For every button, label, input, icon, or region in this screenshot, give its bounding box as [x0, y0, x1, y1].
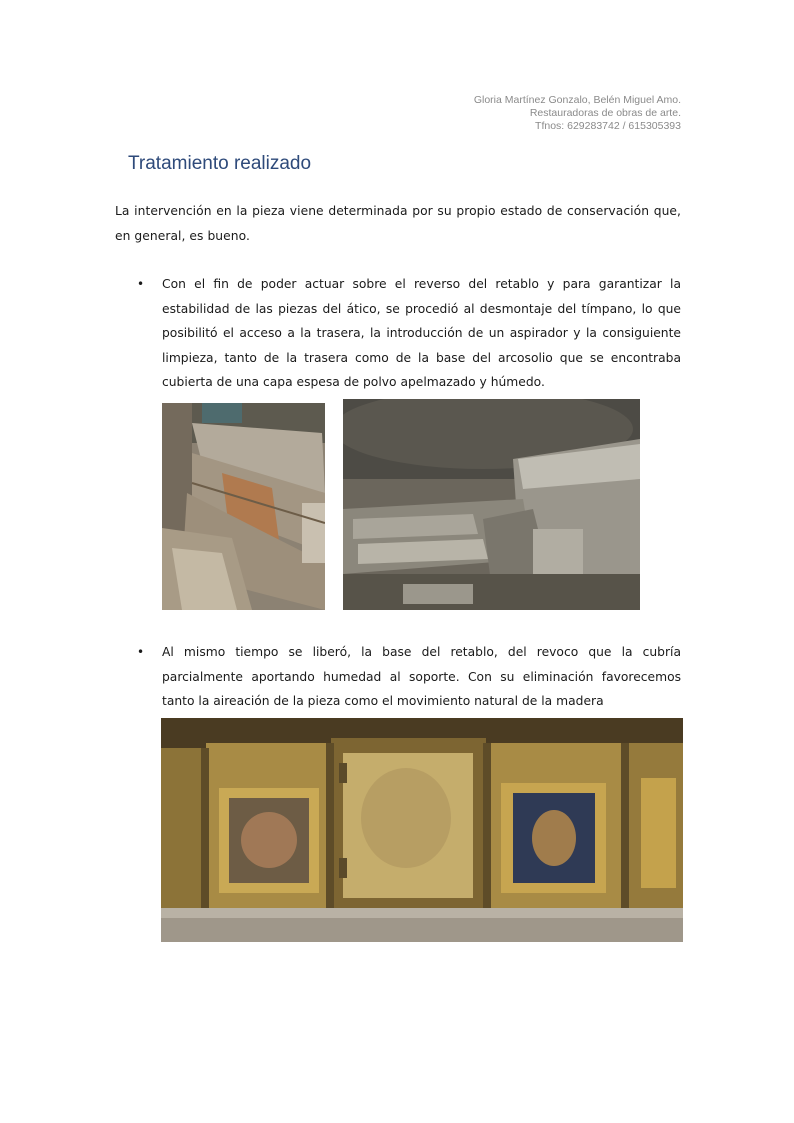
header-profession: Restauradoras de obras de arte. — [529, 107, 681, 119]
bullet-text-2: Al mismo tiempo se liberó, la base del retablo, del revoco que la cubría parcialmente aportando humedad al soporte. Con su eliminación favorecemos tanto la aireación de la pieza como el movimiento natural de la madera — [162, 645, 681, 709]
intro-paragraph: La intervención en la pieza viene determinada por su propio estado de conservación que, en general, es bueno. — [115, 204, 681, 243]
section-title: Tratamiento realizado — [128, 153, 312, 174]
header-phones: Tfnos: 629283742 / 615305393 — [535, 120, 681, 132]
bullet-text-1: Con el fin de poder actuar sobre el reverso del retablo y para garantizar la estabilidad de las piezas del ático, se procedió al desmontaje del tímpano, lo que posibilitó el acceso a la trasera, la introducción de un aspirador y la consiguiente limpieza, tanto de la trasera como de la base del arcosolio que se encontraba cubierta de una capa espesa de polvo apelmazado y húmedo. — [162, 277, 681, 390]
header-authors: Gloria Martínez Gonzalo, Belén Miguel Amo. — [473, 94, 681, 106]
photo-altarpiece-rear — [343, 399, 640, 610]
photo-dismantled-tympanum — [162, 403, 325, 610]
photo-altarpiece-base — [161, 718, 683, 942]
page-header — [474, 94, 681, 133]
bullet-marker-1: • — [137, 277, 145, 291]
bullet-marker-2: • — [137, 645, 145, 659]
